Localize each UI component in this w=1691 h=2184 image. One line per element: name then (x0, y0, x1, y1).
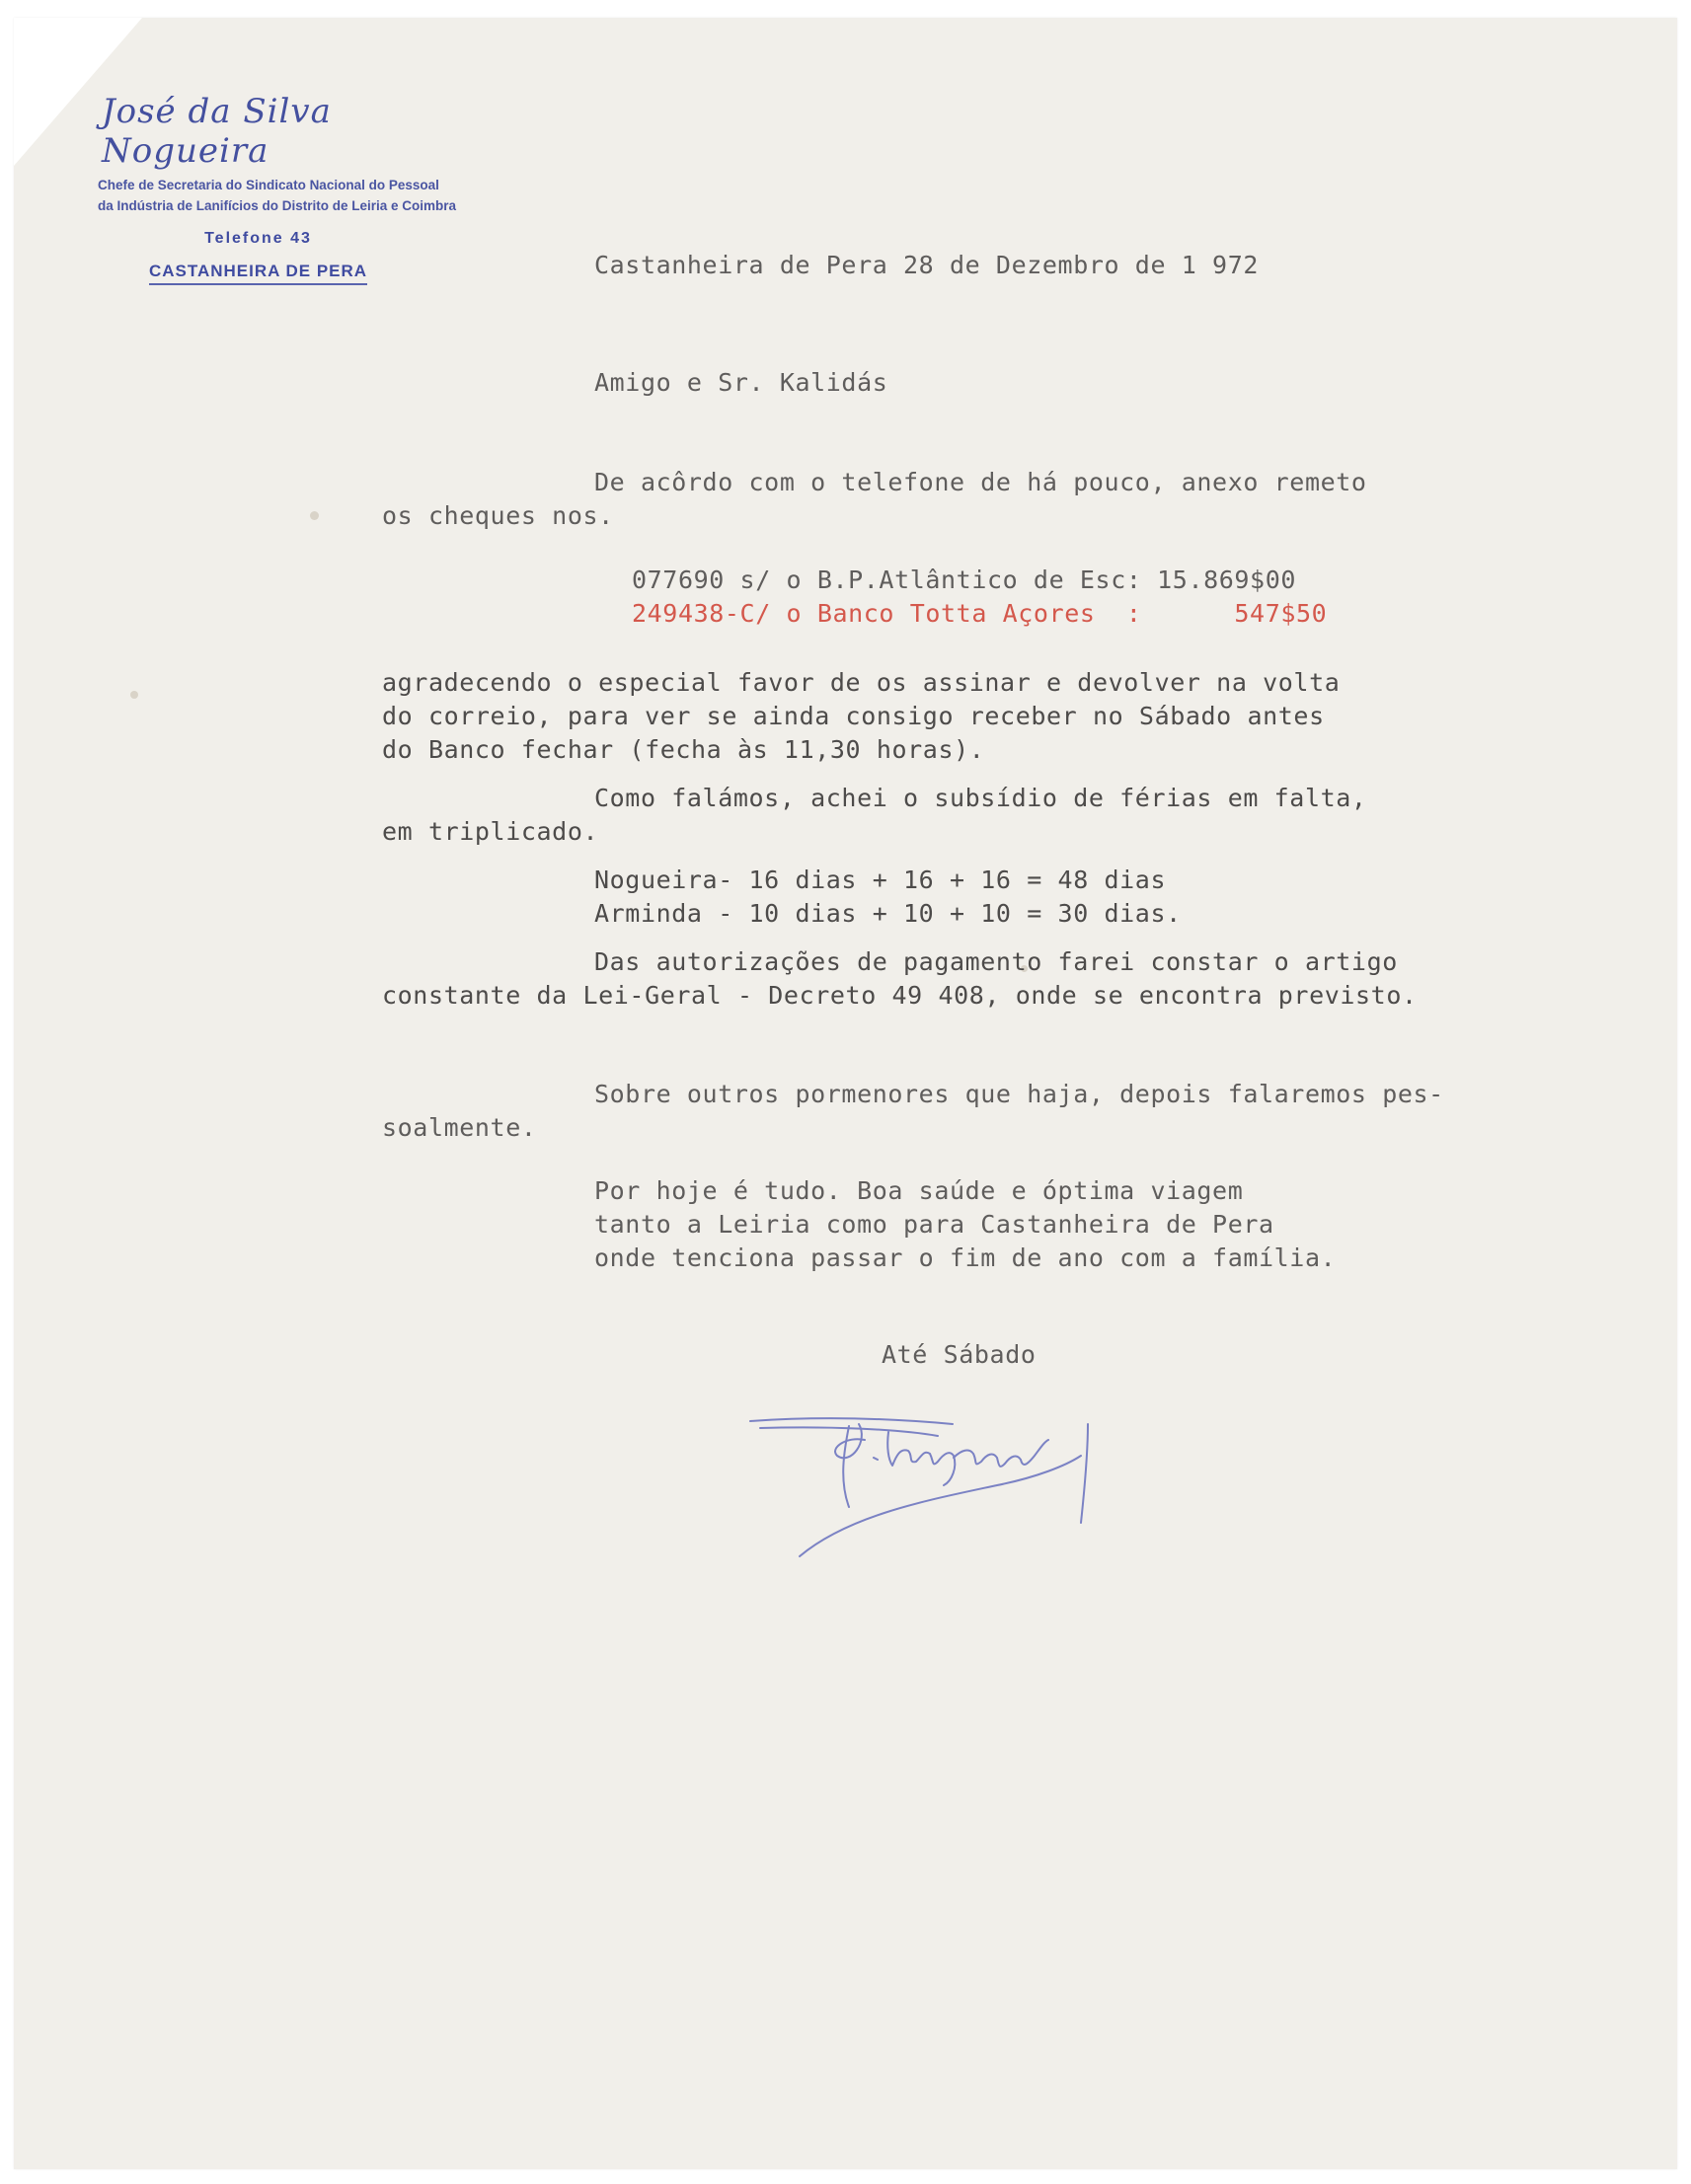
paragraph-6-line-2: tanto a Leiria como para Castanheira de Pera (594, 1210, 1274, 1239)
calculation-line-2: Arminda - 10 dias + 10 + 10 = 30 dias. (594, 899, 1182, 928)
paragraph-4-line-1: Das autorizações de pagamento farei constar o artigo (594, 947, 1398, 976)
paper-spot (310, 511, 319, 520)
paragraph-6-line-3: onde tenciona passar o fim de ano com a família. (594, 1243, 1337, 1272)
paragraph-1-line-1: De acôrdo com o telefone de há pouco, anexo remeto (594, 468, 1367, 496)
paragraph-1-line-2: os cheques nos. (382, 501, 614, 530)
paragraph-2-line-2: do correio, para ver se ainda consigo receber no Sábado antes (382, 702, 1325, 730)
letterhead-name: José da Silva Nogueira (102, 92, 332, 171)
paragraph-3-line-2: em triplicado. (382, 817, 599, 846)
letterhead-title-line2: da Indústria de Lanifícios do Distrito de Leiria e Coimbra (98, 198, 457, 213)
paragraph-2-line-1: agradecendo o especial favor de os assinar e devolver na volta (382, 668, 1341, 697)
letterhead-phone: Telefone 43 (204, 230, 312, 247)
letter-date: Castanheira de Pera 28 de Dezembro de 1 972 (594, 251, 1260, 279)
paragraph-6-line-1: Por hoje é tudo. Boa saúde e óptima viagem (594, 1176, 1244, 1205)
letterhead-town: CASTANHEIRA DE PERA (149, 262, 367, 285)
cheque-line-2: 249438-C/ o Banco Totta Açores : 547$50 (632, 599, 1328, 628)
paper-spot (130, 691, 138, 699)
paragraph-4-line-2: constante da Lei-Geral - Decreto 49 408, onde se encontra previsto. (382, 981, 1418, 1010)
letterhead-title-line1: Chefe de Secretaria do Sindicato Nacional do Pessoal (98, 178, 439, 192)
letter-salutation: Amigo e Sr. Kalidás (594, 368, 888, 397)
paragraph-3-line-1: Como falámos, achei o subsídio de férias em falta, (594, 784, 1367, 812)
paragraph-5-line-1: Sobre outros pormenores que haja, depois falaremos pes- (594, 1080, 1444, 1108)
paragraph-5-line-2: soalmente. (382, 1113, 537, 1142)
cheque-line-1: 077690 s/ o B.P.Atlântico de Esc: 15.869$00 (632, 565, 1297, 594)
handwritten-signature (740, 1396, 1135, 1574)
calculation-line-1: Nogueira- 16 dias + 16 + 16 = 48 dias (594, 866, 1167, 894)
letterhead (98, 92, 478, 285)
paragraph-2-line-3: do Banco fechar (fecha às 11,30 horas). (382, 735, 985, 764)
letter-closing: Até Sábado (882, 1340, 1037, 1369)
